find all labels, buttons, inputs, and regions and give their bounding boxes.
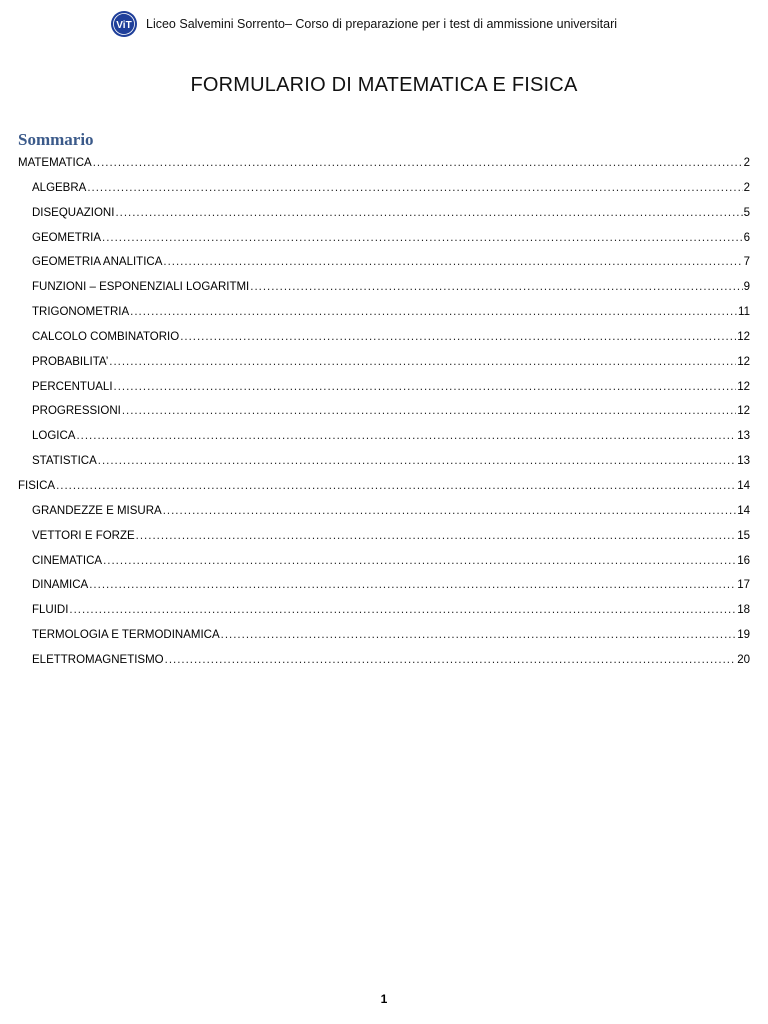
toc-entry-page: 11 xyxy=(738,306,750,319)
toc-entry[interactable] xyxy=(18,573,750,598)
toc-entry-label: GRANDEZZE E MISURA xyxy=(32,504,162,517)
toc-entry-page: 16 xyxy=(737,554,750,567)
document-title: FORMULARIO DI MATEMATICA E FISICA xyxy=(190,74,578,96)
toc-dot-leader xyxy=(122,399,736,424)
toc-entry-label: ELETTROMAGNETISMO xyxy=(32,653,164,666)
toc-entry[interactable] xyxy=(18,325,750,350)
toc-entry[interactable] xyxy=(18,375,750,400)
toc-dot-leader xyxy=(93,151,743,176)
toc-dot-leader xyxy=(180,325,736,350)
toc-entry-label: ALGEBRA xyxy=(32,181,87,194)
toc-entry-page: 20 xyxy=(737,653,750,666)
header-text: Liceo Salvemini Sorrento– Corso di preparazione per i test di ammissione universitari xyxy=(146,17,618,31)
toc-dot-leader xyxy=(114,375,737,400)
toc-dot-leader xyxy=(136,524,737,549)
toc-entry-page: 6 xyxy=(743,231,750,244)
toc-dot-leader xyxy=(102,226,743,251)
toc-entry-page: 2 xyxy=(743,181,750,194)
toc-entry-page: 7 xyxy=(743,256,750,269)
school-logo-icon xyxy=(110,10,138,38)
toc-entry[interactable] xyxy=(18,176,750,201)
toc-entry-page: 12 xyxy=(737,330,750,343)
toc-entry[interactable] xyxy=(18,275,750,300)
page-header xyxy=(110,10,617,38)
toc-dot-leader xyxy=(115,201,742,226)
logo-text: ViT xyxy=(116,20,132,31)
toc-entry-page: 15 xyxy=(737,529,750,542)
toc-entry-page: 12 xyxy=(737,380,750,393)
toc-entry-label: GEOMETRIA ANALITICA xyxy=(32,256,163,269)
toc-dot-leader xyxy=(69,598,736,623)
toc-entry[interactable] xyxy=(18,350,750,375)
toc-entry-label: FUNZIONI – ESPONENZIALI LOGARITMI xyxy=(32,281,250,294)
toc-dot-leader xyxy=(87,176,742,201)
toc-entry-label: FISICA xyxy=(18,479,56,492)
toc-dot-leader xyxy=(163,250,742,275)
toc-entry[interactable] xyxy=(18,424,750,449)
toc-entry-label: CALCOLO COMBINATORIO xyxy=(32,330,180,343)
toc-entry-label: GEOMETRIA xyxy=(32,231,102,244)
toc-entry[interactable] xyxy=(18,226,750,251)
toc-entry[interactable] xyxy=(18,449,750,474)
toc-entry-page: 18 xyxy=(737,604,750,617)
toc-entry[interactable] xyxy=(18,598,750,623)
toc-entry-page: 9 xyxy=(743,281,750,294)
toc-entry-label: TERMOLOGIA E TERMODINAMICA xyxy=(32,629,220,642)
toc-entry-label: DINAMICA xyxy=(32,579,89,592)
toc-entry[interactable] xyxy=(18,474,750,499)
toc-entry-page: 14 xyxy=(737,479,750,492)
toc-entry-page: 12 xyxy=(737,405,750,418)
toc-dot-leader xyxy=(163,499,736,524)
toc-entry-page: 14 xyxy=(737,504,750,517)
table-of-contents xyxy=(18,151,750,673)
toc-dot-leader xyxy=(56,474,736,499)
toc-entry[interactable] xyxy=(18,549,750,574)
toc-dot-leader xyxy=(103,549,736,574)
toc-dot-leader xyxy=(109,350,736,375)
toc-entry-page: 2 xyxy=(743,157,750,169)
toc-dot-leader xyxy=(250,275,742,300)
toc-entry-label: LOGICA xyxy=(32,430,76,443)
toc-heading: Sommario xyxy=(18,130,94,149)
toc-entry-label: CINEMATICA xyxy=(32,554,103,567)
toc-entry[interactable] xyxy=(18,300,750,325)
toc-dot-leader xyxy=(130,300,737,325)
toc-entry[interactable] xyxy=(18,151,750,176)
toc-entry-page: 12 xyxy=(737,355,750,368)
toc-dot-leader xyxy=(98,449,736,474)
toc-entry-label: TRIGONOMETRIA xyxy=(32,306,130,319)
toc-entry-page: 19 xyxy=(737,629,750,642)
toc-entry[interactable] xyxy=(18,201,750,226)
toc-dot-leader xyxy=(89,573,736,598)
toc-entry-label: PERCENTUALI xyxy=(32,380,113,393)
toc-entry-page: 13 xyxy=(737,430,750,443)
toc-entry-page: 13 xyxy=(737,455,750,468)
toc-entry-label: DISEQUAZIONI xyxy=(32,206,115,219)
toc-entry-label: MATEMATICA xyxy=(18,157,92,169)
toc-entry[interactable] xyxy=(18,499,750,524)
toc-entry[interactable] xyxy=(18,250,750,275)
toc-entry-label: PROGRESSIONI xyxy=(32,405,121,418)
toc-entry[interactable] xyxy=(18,524,750,549)
toc-entry-label: STATISTICA xyxy=(32,455,97,468)
toc-entry-label: FLUIDI xyxy=(32,604,69,617)
toc-dot-leader xyxy=(76,424,736,449)
page-number: 1 xyxy=(380,992,388,1006)
toc-entry-label: PROBABILITA’ xyxy=(32,355,109,368)
toc-entry[interactable] xyxy=(18,623,750,648)
toc-entry-page: 17 xyxy=(737,579,750,592)
toc-dot-leader xyxy=(221,623,737,648)
toc-entry[interactable] xyxy=(18,648,750,673)
toc-entry[interactable] xyxy=(18,399,750,424)
toc-dot-leader xyxy=(165,648,737,673)
toc-entry-label: VETTORI E FORZE xyxy=(32,529,135,542)
toc-entry-page: 5 xyxy=(743,206,750,219)
